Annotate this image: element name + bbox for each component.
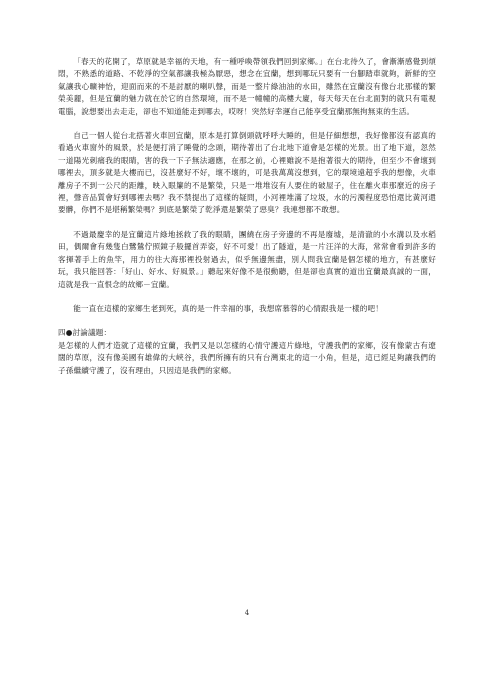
- paragraph-conclusion: 能一直在這樣的家鄉生老到死，真的是一件幸福的事，我想席慕蓉的心情跟我是一樣的吧！: [73, 303, 383, 313]
- discussion-body: 是怎樣的人們才造就了這樣的宜蘭，我們又是以怎樣的心情守護這片綠地，守護我們的家鄉，沒有像蒙古有遼闊的草原，沒有像美國有雄偉的大峽谷，我們所擁有的只有台灣東北的這一小角，但是，這已經足夠讓我們的子孫繼續守護了，沒有理由，只因這是我們的家鄉。: [58, 340, 436, 375]
- paragraph-yilan-scenery: 不過最慶幸的是宜蘭這片綠地拯救了我的眼睛，團繞在房子旁邊的不再是廢墟，是清澈的小水溝以及水稻田，偶爾會有幾隻白鷺鷥佇照鏡子般擺首弄姿，好不可愛！出了隧道，是一片汪洋的大海，常常會看到許多的客揮著手上的魚竿，用力的往大海那裡投射過去，似乎無邊無盡，別人問我宜蘭是個怎樣的地方，有甚麼好玩，我只能回答：「好山、好水、好風景。」聽起來好像不是很動聽，但是卻也真實的道出宜蘭最真誠的一面，這就是我一直恨念的故鄉－宜蘭。: [58, 229, 436, 289]
- discussion-heading: 四●討論議題：: [58, 328, 112, 338]
- page-number: 4: [244, 609, 250, 617]
- paragraph-train-ride: 自己一個人從台北搭著火車回宜蘭，原本是打算倒頭就呼呼大睡的，但是仔細想想，我好像都沒有認真的看過火車窗外的風景，於是便打消了睡覺的念頭，期待著出了台北地下道會是怎樣的光景。出了地下道，忽然一道陽光刺痛我的眼睛，害的我一下子無法適應，在那之前，心裡雖說不是抱著很大的期待，但至少不會壞到哪裡去，頂多就是大樓而已，沒甚麼好不好，壞不壞的，可是我萬萬沒想到，它的環境遠超乎我的想像，火車離房子不到一公尺的距離，映入眼簾的不是繁榮，只是一堆堆沒有人要住的破屋子，住在離火車那麼近的房子裡，聲音品質會好到哪裡去嗎？我不禁提出了這樣的疑問，小河裡堆滿了垃圾，水的污濁程度恐怕還比黃河還要髒，你們不是堪稱繁榮嗎？到底是繁榮了乾淨還是繁榮了惡臭？我連想都不敢想。: [58, 131, 436, 215]
- paragraph-intro: 「春天的花開了，草原就是幸福的天地，有一種呼喚帶領我們回到家鄉。」在台北待久了，會漸漸感覺到煩悶，不熟悉的道路、不乾淨的空氣都讓我極為厭惡，想念在宜蘭，想到哪玩只要有一台腳踏車就夠，新鮮的空氣讓我心曠神怡，迎面而來的不是討厭的喇叭聲，而是一整片綠油油的水田，雖然在宜蘭沒有像台北那樣的繁榮美麗，但是宜蘭的魅力就在於它的自然環境，而不是一幢幢的高樓大廈，每天每天在台北面對的就只有電視電腦，說想要出去走走，卻也不知道能走到哪去，哎呀！突然好幸運自己能享受宜蘭那無拘無束的生活。: [58, 57, 436, 116]
- document-body: [58, 56, 436, 377]
